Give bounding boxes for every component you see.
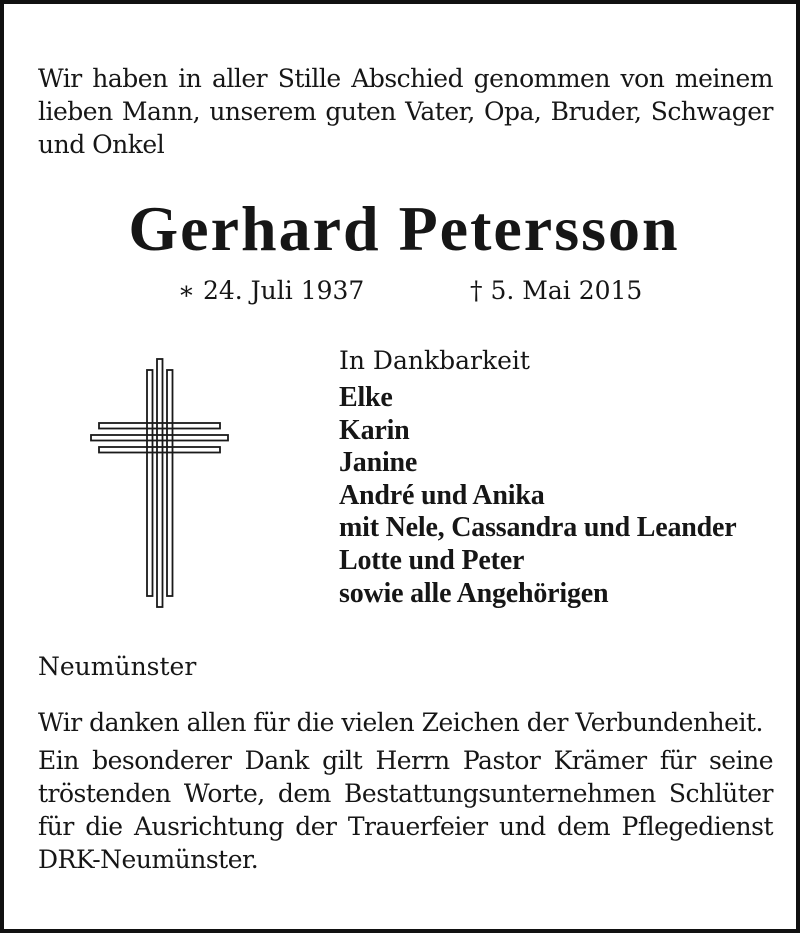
- survivor-name: Karin: [339, 414, 410, 446]
- location: Neumünster: [38, 652, 197, 681]
- birth-date: ∗ 24. Juli 1937: [178, 276, 365, 305]
- cross-icon: [90, 356, 230, 615]
- survivors-list: [339, 382, 737, 610]
- survivor-name: mit Nele, Cassandra und Leander: [339, 512, 737, 544]
- closing-details: Ein besonderer Dank gilt Herrn Pastor Krämer für seine tröstenden Worte, dem Bestattungsunternehmen Schlüter für die Ausrichtung der Trauerfeier und dem Pflegedienst DRK-Neumünster.: [38, 746, 773, 874]
- survivor-name: Elke: [339, 382, 393, 413]
- closing-thanks: Wir danken allen für die vielen Zeichen der Verbundenheit.: [38, 708, 763, 737]
- survivor-name: André und Anika: [339, 479, 545, 511]
- survivor-name: Lotte und Peter: [339, 544, 525, 576]
- gratitude-heading: In Dankbarkeit: [339, 346, 530, 375]
- intro-text: Wir haben in aller Stille Abschied genommen von meinem lieben Mann, unserem guten Vater, Opa, Bruder, Schwager und Onkel: [38, 64, 773, 159]
- survivor-name: sowie alle Angehörigen: [339, 577, 609, 609]
- closing-section: [38, 706, 773, 876]
- survivor-name: Janine: [339, 447, 418, 479]
- death-date: † 5. Mai 2015: [470, 276, 643, 305]
- deceased-name: Gerhard Petersson: [128, 193, 680, 264]
